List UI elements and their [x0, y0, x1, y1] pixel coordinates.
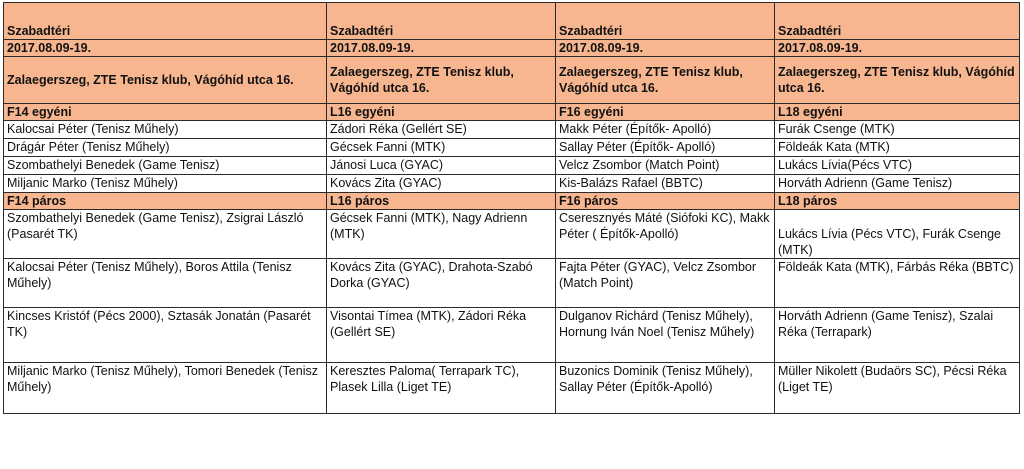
date-cell: 2017.08.09-19.: [4, 40, 327, 57]
header-row-venue: [4, 57, 1020, 104]
type-cell: Szabadtéri: [556, 3, 775, 40]
date-cell: 2017.08.09-19.: [556, 40, 775, 57]
doubles-row: [4, 259, 1020, 308]
player-cell: Kalocsai Péter (Tenisz Műhely): [4, 121, 327, 139]
singles-row: [4, 157, 1020, 175]
player-cell: Kis-Balázs Rafael (BBTC): [556, 175, 775, 193]
venue-cell: Zalaegerszeg, ZTE Tenisz klub, Vágóhíd utca 16.: [4, 57, 327, 104]
event-title-cell: F14 páros: [4, 193, 327, 210]
event-title-cell: F16 egyéni: [556, 104, 775, 121]
player-cell: Zádori Réka (Gellért SE): [327, 121, 556, 139]
pair-cell: Miljanic Marko (Tenisz Műhely), Tomori Benedek (Tenisz Műhely): [4, 363, 327, 414]
header-row-date: [4, 40, 1020, 57]
pair-cell: Buzonics Dominik (Tenisz Műhely), Sallay Péter (Építők-Apolló): [556, 363, 775, 414]
event-title-cell: L18 egyéni: [775, 104, 1020, 121]
player-cell: Drágár Péter (Tenisz Műhely): [4, 139, 327, 157]
event-title-cell: L18 páros: [775, 193, 1020, 210]
pair-cell: Kincses Kristóf (Pécs 2000), Sztasák Jonatán (Pasarét TK): [4, 308, 327, 363]
player-cell: Velcz Zsombor (Match Point): [556, 157, 775, 175]
player-cell: Horváth Adrienn (Game Tenisz): [775, 175, 1020, 193]
player-cell: Sallay Péter (Építők- Apolló): [556, 139, 775, 157]
event-title-cell: L16 páros: [327, 193, 556, 210]
player-cell: Kovács Zita (GYAC): [327, 175, 556, 193]
doubles-title-row: [4, 193, 1020, 210]
pair-cell: Fajta Péter (GYAC), Velcz Zsombor (Match Point): [556, 259, 775, 308]
player-cell: Furák Csenge (MTK): [775, 121, 1020, 139]
pair-cell: Cseresznyés Máté (Siófoki KC), Makk Péter ( Építők-Apolló): [556, 210, 775, 259]
pair-cell: Horváth Adrienn (Game Tenisz), Szalai Réka (Terrapark): [775, 308, 1020, 363]
player-cell: Lukács Lívia(Pécs VTC): [775, 157, 1020, 175]
pair-cell: Dulganov Richárd (Tenisz Műhely), Hornung Iván Noel (Tenisz Műhely): [556, 308, 775, 363]
player-cell: Gécsek Fanni (MTK): [327, 139, 556, 157]
pair-cell: Földeák Kata (MTK), Fárbás Réka (BBTC): [775, 259, 1020, 308]
pair-cell: Visontai Tímea (MTK), Zádori Réka (Gellért SE): [327, 308, 556, 363]
doubles-row: [4, 308, 1020, 363]
date-cell: 2017.08.09-19.: [327, 40, 556, 57]
pair-cell: Kovács Zita (GYAC), Drahota-Szabó Dorka (GYAC): [327, 259, 556, 308]
singles-row: [4, 121, 1020, 139]
event-title-cell: F14 egyéni: [4, 104, 327, 121]
type-cell: Szabadtéri: [775, 3, 1020, 40]
doubles-row: [4, 210, 1020, 259]
player-cell: Makk Péter (Építők- Apolló): [556, 121, 775, 139]
singles-title-row: [4, 104, 1020, 121]
tournament-table: [3, 2, 1020, 414]
venue-cell: Zalaegerszeg, ZTE Tenisz klub, Vágóhíd utca 16.: [556, 57, 775, 104]
player-cell: Földeák Kata (MTK): [775, 139, 1020, 157]
pair-cell: Gécsek Fanni (MTK), Nagy Adrienn (MTK): [327, 210, 556, 259]
pair-cell: Müller Nikolett (Budaörs SC), Pécsi Réka (Liget TE): [775, 363, 1020, 414]
event-title-cell: F16 páros: [556, 193, 775, 210]
venue-cell: Zalaegerszeg, ZTE Tenisz klub, Vágóhíd utca 16.: [775, 57, 1020, 104]
singles-row: [4, 139, 1020, 157]
doubles-row: [4, 363, 1020, 414]
player-cell: Miljanic Marko (Tenisz Műhely): [4, 175, 327, 193]
event-title-cell: L16 egyéni: [327, 104, 556, 121]
singles-row: [4, 175, 1020, 193]
pair-cell: Kalocsai Péter (Tenisz Műhely), Boros Attila (Tenisz Műhely): [4, 259, 327, 308]
player-cell: Szombathelyi Benedek (Game Tenisz): [4, 157, 327, 175]
pair-cell: Lukács Lívia (Pécs VTC), Furák Csenge (MTK): [775, 210, 1020, 259]
type-cell: Szabadtéri: [4, 3, 327, 40]
header-row-type: [4, 3, 1020, 40]
pair-cell: Szombathelyi Benedek (Game Tenisz), Zsigrai László (Pasarét TK): [4, 210, 327, 259]
player-cell: Jánosi Luca (GYAC): [327, 157, 556, 175]
type-cell: Szabadtéri: [327, 3, 556, 40]
pair-cell: Keresztes Paloma( Terrapark TC), Plasek Lilla (Liget TE): [327, 363, 556, 414]
venue-cell: Zalaegerszeg, ZTE Tenisz klub, Vágóhíd utca 16.: [327, 57, 556, 104]
date-cell: 2017.08.09-19.: [775, 40, 1020, 57]
